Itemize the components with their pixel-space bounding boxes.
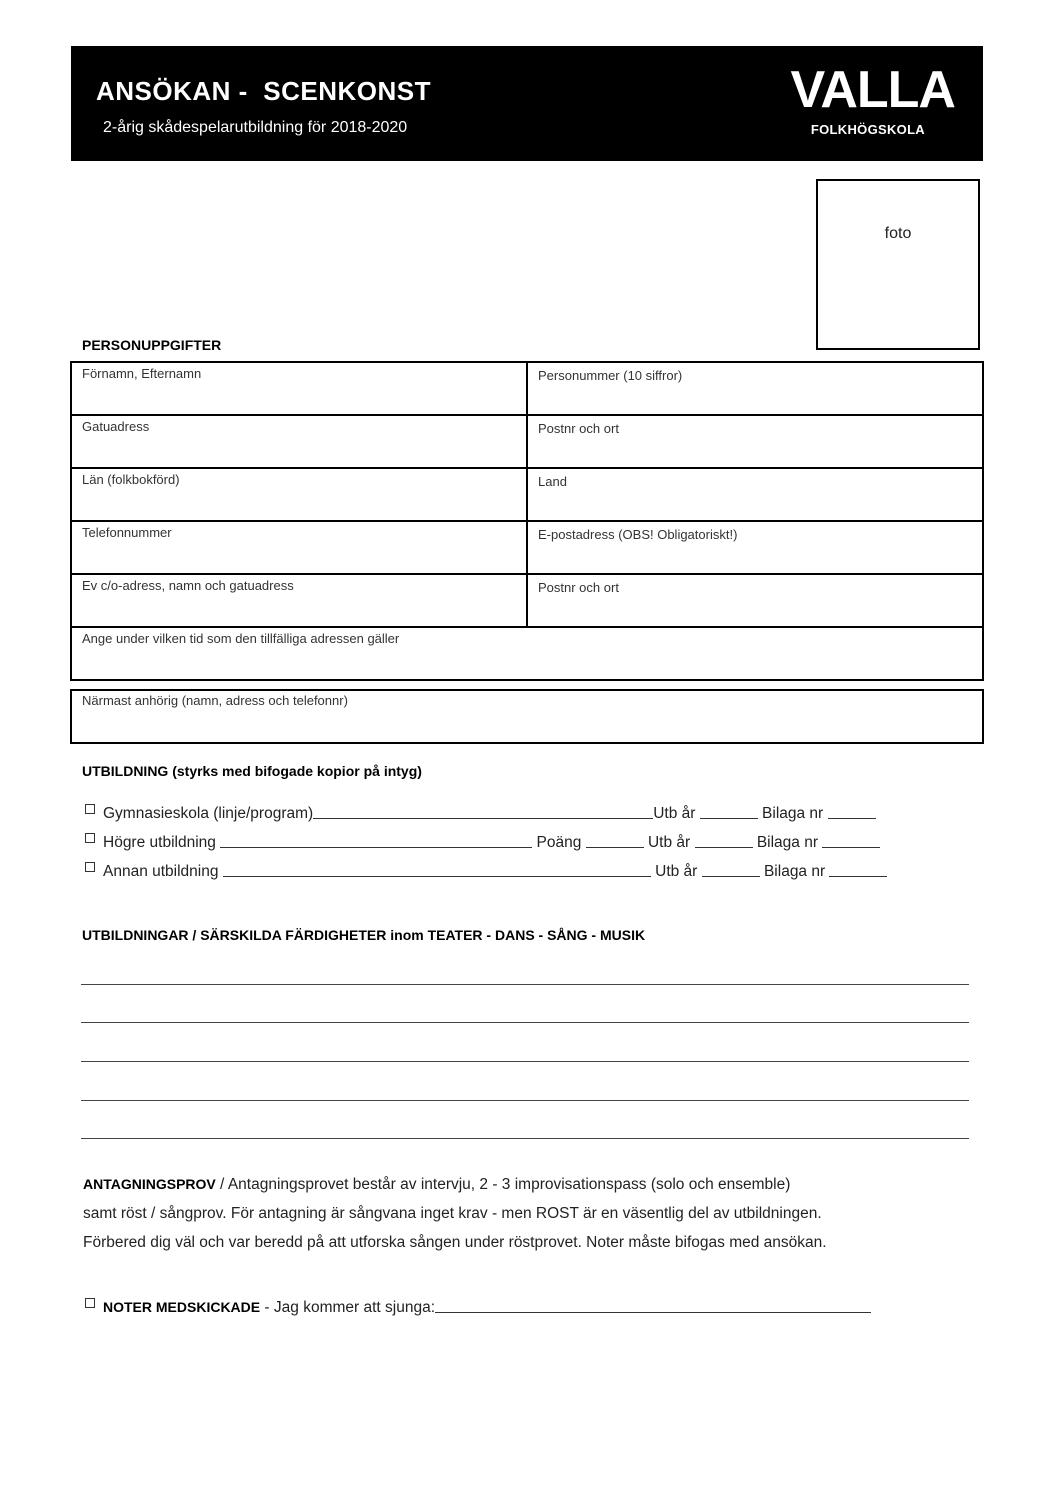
county-field[interactable]: Län (folkbokförd) [82,472,180,487]
logo-subtitle: FOLKHÖGSKOLA [810,122,925,137]
photo-label: foto [884,225,912,242]
personal-number-field[interactable]: Personummer (10 siffror) [526,363,982,414]
answer-line[interactable] [81,1061,969,1062]
answer-line[interactable] [81,984,969,985]
temporary-address-period-field[interactable]: Ange under vilken tid som den tillfälliga adressen gäller [82,631,400,646]
admission-section [83,1170,963,1257]
points-line[interactable] [586,833,644,848]
program-line[interactable] [313,804,653,819]
postal-code-field[interactable]: Postnr och ort [526,416,982,467]
year-line[interactable] [695,833,753,848]
attachment-line[interactable] [828,804,876,819]
street-address-field[interactable]: Gatuadress [82,419,150,434]
form-row [72,522,982,575]
checkbox[interactable] [85,862,95,872]
education-row-upper-secondary: Gymnasieskola (linje/program) Utb år Bilaga nr [85,804,876,823]
email-field[interactable]: E-postadress (OBS! Obligatoriskt!) [526,522,982,573]
notes-checkbox[interactable] [85,1298,95,1308]
name-field[interactable]: Förnamn, Efternamn [82,366,202,381]
page-title: ANSÖKAN - SCENKONST [96,76,432,106]
answer-line[interactable] [81,1022,969,1023]
page-subtitle: 2-årig skådespelarutbildning för 2018-2020 [103,119,408,136]
personal-form [70,361,984,681]
admission-heading: ANTAGNINGSPROV [83,1176,216,1192]
answer-line[interactable] [81,1138,969,1139]
checkbox[interactable] [85,833,95,843]
admission-line-3: Förbered dig väl och var beredd på att utforska sången under röstprovet. Noter måste bifogas med ansökan. [83,1234,827,1251]
program-line[interactable] [223,862,651,877]
personal-heading: PERSONUPPGIFTER [82,337,222,353]
admission-line-1: ANTAGNINGSPROV / Antagningsprovet består av intervju, 2 - 3 improvisationspass (solo och ensemble) [83,1176,791,1193]
photo-box[interactable] [816,179,980,350]
answer-line[interactable] [81,1100,969,1101]
education-heading: UTBILDNING (styrks med bifogade kopior på intyg) [82,763,422,779]
co-address-field[interactable]: Ev c/o-adress, namn och gatuadress [82,578,294,593]
admission-line-2: samt röst / sångprov. För antagning är sångvana inget krav - men ROST är en väsentlig del av utbildningen. [83,1205,822,1222]
page-header [71,46,983,161]
co-postal-code-field[interactable]: Postnr och ort [526,575,982,626]
education-row-other: Annan utbildning Utb år Bilaga nr [85,862,887,881]
attachment-line[interactable] [822,833,880,848]
notes-row: NOTER MEDSKICKADE - Jag kommer att sjunga: [85,1298,871,1317]
year-line[interactable] [702,862,760,877]
form-row [72,416,982,469]
phone-field[interactable]: Telefonnummer [82,525,172,540]
country-field[interactable]: Land [526,469,982,520]
skills-heading: UTBILDNINGAR / SÄRSKILDA FÄRDIGHETER inom TEATER - DANS - SÅNG - MUSIK [82,927,646,943]
education-row-higher: Högre utbildning Poäng Utb år Bilaga nr [85,833,880,852]
song-line[interactable] [435,1298,871,1313]
year-line[interactable] [700,804,758,819]
logo-wordmark: VALLA [790,61,955,119]
checkbox[interactable] [85,804,95,814]
program-line[interactable] [220,833,532,848]
notes-label: NOTER MEDSKICKADE [103,1299,261,1315]
attachment-line[interactable] [829,862,887,877]
form-row [72,628,982,679]
form-row [72,575,982,628]
form-row [72,469,982,522]
next-of-kin-field[interactable]: Närmast anhörig (namn, adress och telefonnr) [70,689,984,744]
form-row [72,363,982,416]
